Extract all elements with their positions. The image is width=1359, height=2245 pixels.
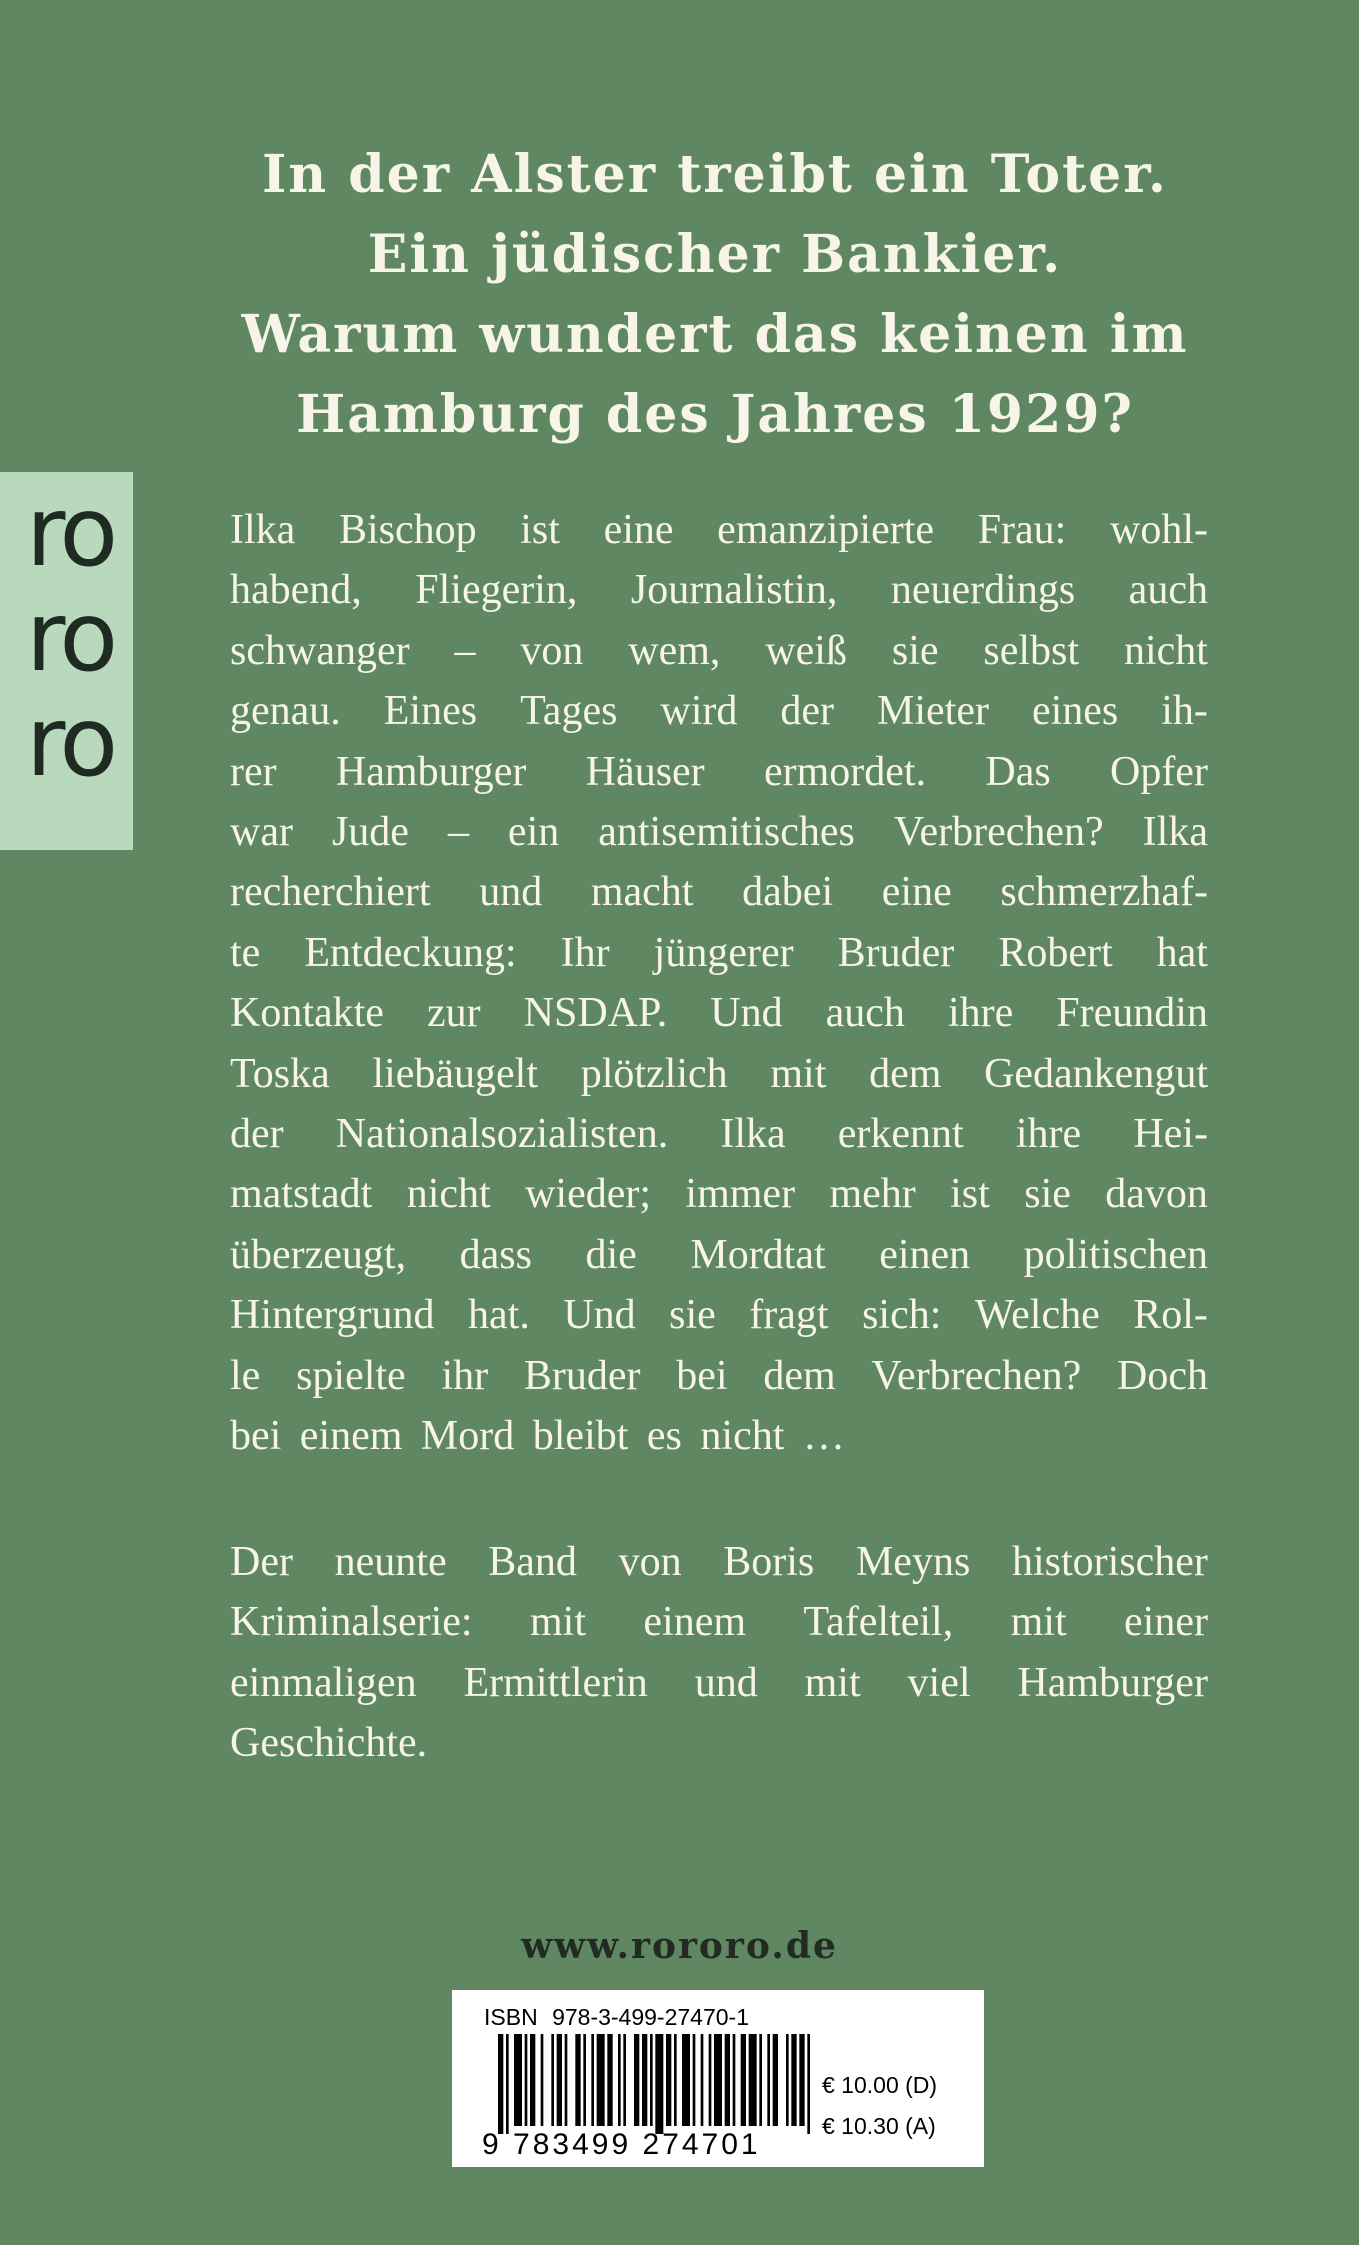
barcode-bars — [498, 2034, 818, 2134]
text-line: Geschichte. — [230, 1720, 428, 1767]
barcode-bar — [530, 2034, 535, 2126]
barcode-label — [452, 1990, 984, 2167]
barcode-number: 9 783499 274701 — [482, 2128, 761, 2161]
logo-line: ro — [26, 476, 115, 588]
text-line: schwanger – von wem, weiß sie selbst nicht — [230, 627, 1208, 674]
barcode-bar — [642, 2034, 647, 2126]
text-line: Hintergrund hat. Und sie fragt sich: Welche Rol- — [230, 1292, 1208, 1339]
barcode-bar — [623, 2034, 626, 2126]
barcode-bar — [674, 2034, 677, 2126]
text-line: habend, Fliegerin, Journalistin, neuerdings auch — [230, 567, 1208, 614]
text-line: matstadt nicht wieder; immer mehr ist sie davon — [230, 1171, 1208, 1218]
text-line: Kontakte zur NSDAP. Und auch ihre Freundin — [230, 990, 1208, 1037]
text-line: einmaligen Ermittlerin und mit viel Hamburger — [230, 1659, 1208, 1706]
text-line: Der neunte Band von Boris Meyns historischer — [230, 1539, 1208, 1585]
text-line: genau. Eines Tages wird der Mieter eines ih- — [230, 688, 1208, 735]
barcode-bar — [597, 2034, 605, 2126]
price-germany: € 10.00 (D) — [822, 2072, 938, 2098]
text-line: le spielte ihr Bruder bei dem Verbrechen? Doch — [230, 1352, 1208, 1399]
barcode-bar — [591, 2034, 594, 2126]
barcode-bar — [551, 2034, 554, 2126]
text-line: rer Hamburger Häuser ermordet. Das Opfer — [230, 748, 1208, 795]
barcode-bar — [786, 2034, 789, 2126]
barcode-bar — [557, 2034, 562, 2126]
text-line: recherchiert und macht dabei eine schmerzhaf- — [230, 869, 1208, 916]
text-line: te Entdeckung: Ihr jüngerer Bruder Robert hat — [230, 929, 1208, 976]
barcode-bar — [714, 2034, 722, 2126]
barcode-bar — [682, 2034, 690, 2126]
text-line: der Nationalsozialisten. Ilka erkennt ihre Hei- — [230, 1111, 1208, 1158]
barcode-bar — [799, 2034, 804, 2126]
website-url: www.rororo.de — [521, 1925, 838, 1967]
text-line: Toska liebäugelt plötzlich mit dem Gedankengut — [230, 1050, 1208, 1097]
headline-line: Warum wundert das keinen im — [241, 304, 1189, 365]
barcode-bar — [655, 2034, 663, 2134]
logo-line: ro — [26, 686, 115, 798]
text-line: Ilka Bischop ist eine emanzipierte Frau: wohl- — [230, 507, 1208, 553]
barcode-bar — [709, 2034, 712, 2126]
headline-line: Hamburg des Jahres 1929? — [296, 384, 1134, 445]
headline-line: In der Alster treibt ein Toter. — [262, 144, 1168, 205]
barcode-bar — [749, 2034, 757, 2126]
text-line: bei einem Mord bleibt es nicht … — [230, 1413, 845, 1460]
barcode-bar — [701, 2034, 704, 2126]
barcode-bar — [565, 2034, 568, 2126]
barcode-bar — [634, 2034, 639, 2126]
barcode-bar — [607, 2034, 612, 2126]
barcode-bar — [733, 2034, 736, 2126]
description-text — [230, 500, 1208, 1467]
barcode-bar — [666, 2034, 671, 2126]
barcode-bar — [725, 2034, 730, 2126]
text-line: war Jude – ein antisemitisches Verbrechen? Ilka — [230, 809, 1208, 856]
barcode-bar — [791, 2034, 796, 2126]
barcode-bar — [618, 2034, 621, 2126]
barcode-bar — [741, 2034, 746, 2126]
barcode-bar — [541, 2034, 544, 2126]
rororo-logo — [0, 472, 133, 850]
barcode-bar — [498, 2034, 503, 2134]
barcode-bar — [759, 2034, 762, 2126]
isbn-text: ISBN 978-3-499-27470-1 — [484, 2004, 749, 2030]
text-line: überzeugt, dass die Mordtat einen politischen — [230, 1231, 1208, 1278]
barcode-bar — [525, 2034, 528, 2126]
headline-line: Ein jüdischer Bankier. — [367, 224, 1063, 285]
logo-line: ro — [26, 581, 115, 693]
barcode-bar — [575, 2034, 580, 2126]
barcode-bar — [807, 2034, 810, 2134]
barcode-bar — [767, 2034, 770, 2126]
series-text — [230, 1532, 1208, 1774]
barcode-bar — [773, 2034, 778, 2126]
headline — [150, 135, 1280, 455]
barcode-bar — [583, 2034, 586, 2126]
text-line: Kriminalserie: mit einem Tafelteil, mit einer — [230, 1599, 1208, 1646]
barcode-bar — [506, 2034, 509, 2134]
barcode-bar — [650, 2034, 653, 2126]
price-austria: € 10.30 (A) — [822, 2113, 936, 2139]
barcode-bar — [514, 2034, 522, 2126]
barcode-bar — [693, 2034, 696, 2126]
